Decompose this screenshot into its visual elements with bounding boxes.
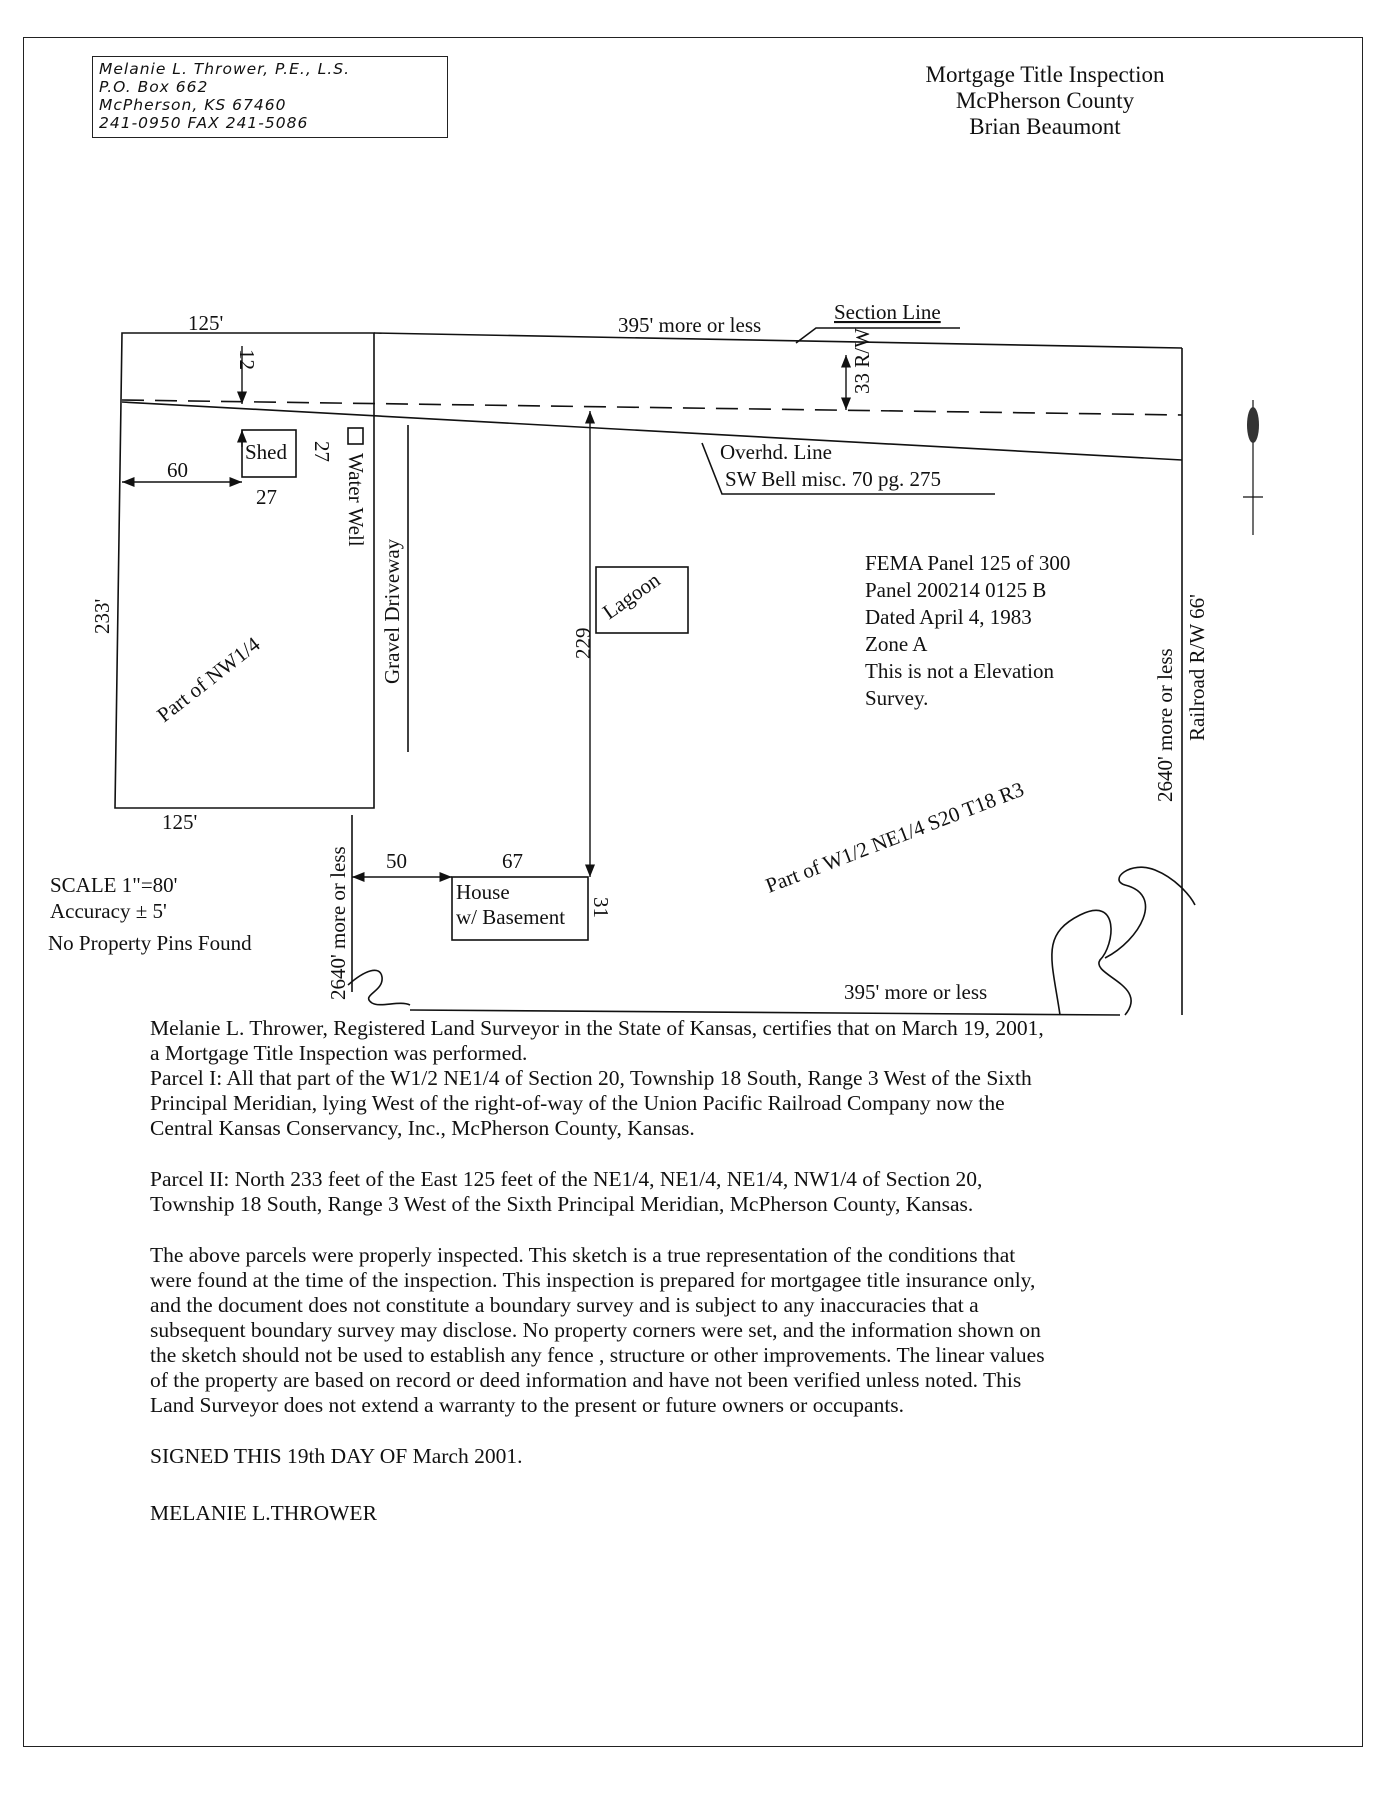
fema-line-3: Dated April 4, 1983 — [865, 605, 1032, 629]
certification-intro — [150, 1016, 1200, 1066]
notes-line-7: Land Surveyor does not extend a warranty to the present or future owners or occupants. — [150, 1393, 905, 1417]
certification-text — [150, 1016, 1200, 1552]
intro-line-2: a Mortgage Title Inspection was performed. — [150, 1041, 528, 1065]
surveyor-city: McPherson, KS 67460 — [99, 96, 287, 114]
fema-line-4: Zone A — [865, 632, 928, 656]
fema-line-6: Survey. — [865, 686, 929, 710]
inspection-notes — [150, 1243, 1200, 1418]
notes-line-1: The above parcels were properly inspected. This sketch is a true representation of the conditions that — [150, 1243, 1016, 1267]
dim-50-label: 50 — [386, 849, 407, 873]
north-arrow-head — [1247, 407, 1259, 443]
fema-line-1: FEMA Panel 125 of 300 — [865, 551, 1071, 575]
accuracy-label: Accuracy ± 5' — [50, 899, 167, 923]
water-well-marker — [348, 428, 363, 444]
parcel-1-line-3: Central Kansas Conservancy, Inc., McPherson County, Kansas. — [150, 1116, 695, 1140]
title-line-1: Mortgage Title Inspection — [925, 62, 1165, 87]
ne-quarter-label: Part of W1/2 NE1/4 S20 T18 R3 — [762, 776, 1028, 898]
dim-229-label: 229 — [571, 627, 595, 659]
water-well-label: Water Well — [344, 453, 368, 547]
bottom-boundary-dimension: 395' more or less — [844, 980, 988, 1004]
parcel-bottom-line — [410, 1010, 1120, 1015]
break-symbol-left — [348, 970, 410, 1005]
east-boundary-dimension: 2640' more or less — [1153, 648, 1177, 802]
parcel-top-line — [374, 333, 1182, 348]
sw-bell-label: SW Bell misc. 70 pg. 275 — [725, 467, 942, 491]
nw-quarter-label: Part of NW1/4 — [152, 631, 265, 727]
overhead-line-label: Overhd. Line — [720, 440, 832, 464]
signed-date: SIGNED THIS 19th DAY OF March 2001. — [150, 1444, 523, 1468]
dim-31-label: 31 — [589, 897, 613, 918]
right-of-way-line — [122, 400, 1182, 415]
gravel-driveway-label: Gravel Driveway — [380, 538, 404, 684]
surveyor-name: Melanie L. Thrower, P.E., L.S. — [99, 60, 351, 78]
title-line-3: Brian Beaumont — [969, 114, 1121, 139]
notes-line-3: and the document does not constitute a boundary survey and is subject to any inaccuracies that a — [150, 1293, 979, 1317]
surveyor-signature: MELANIE L.THROWER — [150, 1501, 377, 1525]
dim-12-label: 12 — [235, 349, 259, 370]
parcel-2-description — [150, 1167, 1200, 1217]
fema-line-2: Panel 200214 0125 B — [865, 578, 1047, 602]
shed-width-dimension: 27 — [256, 485, 277, 509]
parcel-2-line-2: Township 18 South, Range 3 West of the Sixth Principal Meridian, McPherson County, Kansas. — [150, 1192, 974, 1216]
right-of-way-dimension: 33 R/W — [850, 328, 874, 394]
no-pins-label: No Property Pins Found — [48, 931, 252, 955]
parcel-2-line-1: Parcel II: North 233 feet of the East 125 feet of the NE1/4, NE1/4, NE1/4, NW1/4 of Section 20, — [150, 1167, 983, 1191]
scale-label: SCALE 1"=80' — [50, 873, 178, 897]
parcel-1-line-1: Parcel I: All that part of the W1/2 NE1/4 of Section 20, Township 18 South, Range 3 West of the Sixth — [150, 1066, 1032, 1090]
nw-bottom-dimension: 125' — [162, 810, 198, 834]
nw-side-dimension: 233' — [90, 598, 114, 634]
shed-label: Shed — [245, 440, 287, 464]
surveyor-phone: 241-0950 FAX 241-5086 — [99, 114, 309, 132]
railroad-row-label: Railroad R/W 66' — [1185, 594, 1209, 741]
section-line-label: Section Line — [834, 300, 941, 324]
notes-line-6: of the property are based on record or deed information and have not been verified unless noted. This — [150, 1368, 1022, 1392]
parcel-1-description — [150, 1066, 1200, 1141]
notes-line-2: were found at the time of the inspection. This inspection is prepared for mortgagee title insurance only, — [150, 1268, 1036, 1292]
parcel-1-line-2: Principal Meridian, lying West of the right-of-way of the Union Pacific Railroad Company now the — [150, 1091, 1005, 1115]
dim-67-label: 67 — [502, 849, 523, 873]
top-boundary-dimension: 395' more or less — [618, 313, 762, 337]
title-line-2: McPherson County — [955, 88, 1135, 113]
house-label-line-1: House — [456, 880, 510, 904]
fema-line-5: This is not a Elevation — [865, 659, 1054, 683]
lagoon-label: Lagoon — [598, 567, 665, 625]
notes-line-4: subsequent boundary survey may disclose. No property corners were set, and the information shown on — [150, 1318, 1041, 1342]
shed-height-dimension: 27 — [310, 441, 334, 462]
notes-line-5: the sketch should not be used to establish any fence , structure or other improvements. The linear values — [150, 1343, 1045, 1367]
surveyor-po-box: P.O. Box 662 — [99, 78, 209, 96]
dim-60-label: 60 — [167, 458, 188, 482]
nw-top-dimension: 125' — [188, 311, 224, 335]
house-label-line-2: w/ Basement — [456, 905, 566, 929]
intro-line-1: Melanie L. Thrower, Registered Land Surveyor in the State of Kansas, certifies that on March 19, 2001, — [150, 1016, 1044, 1040]
break-symbol-right-1 — [1052, 910, 1131, 1015]
west-boundary-dimension: 2640' more or less — [326, 846, 350, 1000]
